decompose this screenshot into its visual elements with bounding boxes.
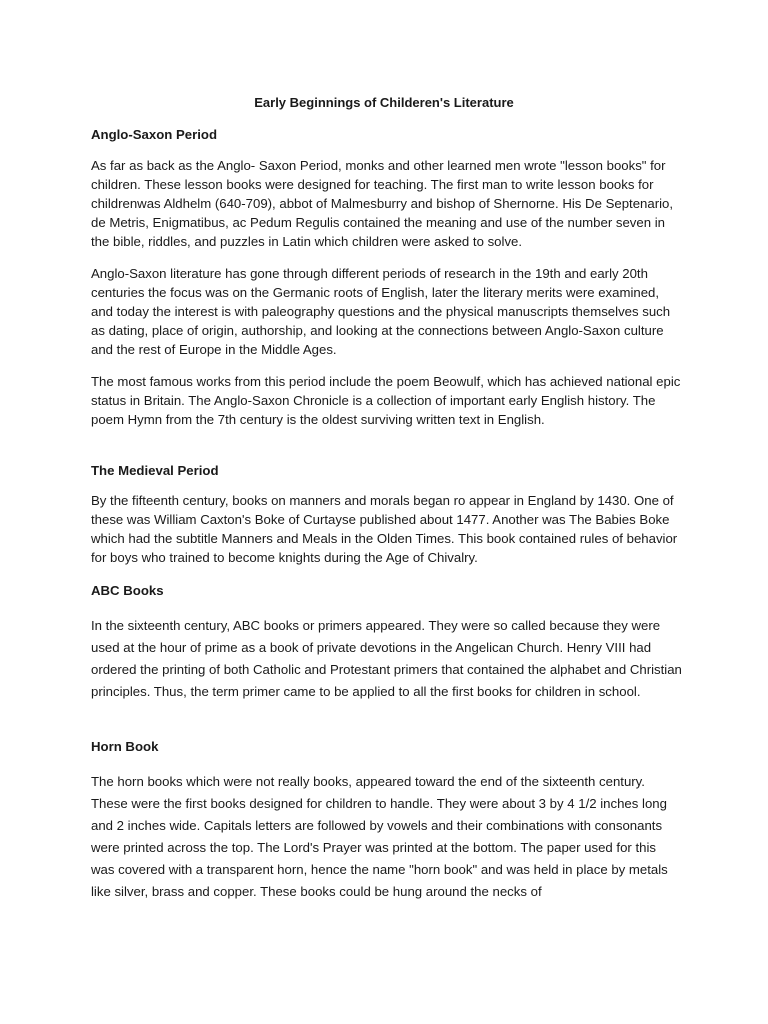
section-heading-medieval: The Medieval Period [91,463,219,478]
paragraph-medieval-1: By the fifteenth century, books on manners and morals began ro appear in England by 1430. One of these was William Caxton's Boke of Curtayse published about 1477. Another was The Babies Boke which had the subtitle Manners and Meals in the Olden Times. This book contained rules of behavior for boys who trained to become knights during the Age of Chivalry. [91,493,678,566]
paragraph-anglo-saxon-1: As far as back as the Anglo- Saxon Period, monks and other learned men wrote "lesson books" for children. These lesson books were designed for teaching. The first man to write lesson books for childrenwas Aldhelm (640-709), abbot of Malmesburry and bishop of Shernorne. His De Septenario, de Metris, Enigmatibus, ac Pedum Regulis contained the meaning and use of the number seven in the bible, riddles, and puzzles in Latin which children were asked to solve. [91,158,674,250]
paragraph-anglo-saxon-2: Anglo-Saxon literature has gone through different periods of research in the 19th and early 20th centuries the focus was on the Germanic roots of English, later the literary merits were examined, and today the interest is with paleography questions and the physical manuscripts themselves such as dating, place of origin, authorship, and looking at the connections between Anglo-Saxon culture and the rest of Europe in the Middle Ages. [91,266,671,358]
paragraph-anglo-saxon-3: The most famous works from this period include the poem Beowulf, which has achieved national epic status in Britain. The Anglo-Saxon Chronicle is a collection of important early English history. The poem Hymn from the 7th century is the oldest surviving written text in English. [91,374,681,428]
section-heading-anglo-saxon: Anglo-Saxon Period [91,127,218,142]
paragraph-abc-books-1: In the sixteenth century, ABC books or primers appeared. They were so called because they were used at the hour of prime as a book of private devotions in the Angelican Church. Henry VIII had ordered the printing of both Catholic and Protestant primers that contained the alphabet and Christian principles. Thus, the term primer came to be applied to all the first books for children in school. [91,618,682,699]
paragraph-horn-book-1: The horn books which were not really books, appeared toward the end of the sixteenth century. These were the first books designed for children to handle. They were about 3 by 4 1/2 inches long and 2 inches wide. Capitals letters are followed by vowels and their combinations with consonants were printed across the top. The Lord's Prayer was printed at the bottom. The paper used for this was covered with a transparent horn, hence the name "horn book" and was held in place by metals like silver, brass and copper. These books could be hung around the necks of [91,774,668,899]
section-heading-horn-book: Horn Book [91,739,159,754]
document-title: Early Beginnings of Childeren's Literature [254,95,514,110]
section-heading-abc-books: ABC Books [91,583,164,598]
